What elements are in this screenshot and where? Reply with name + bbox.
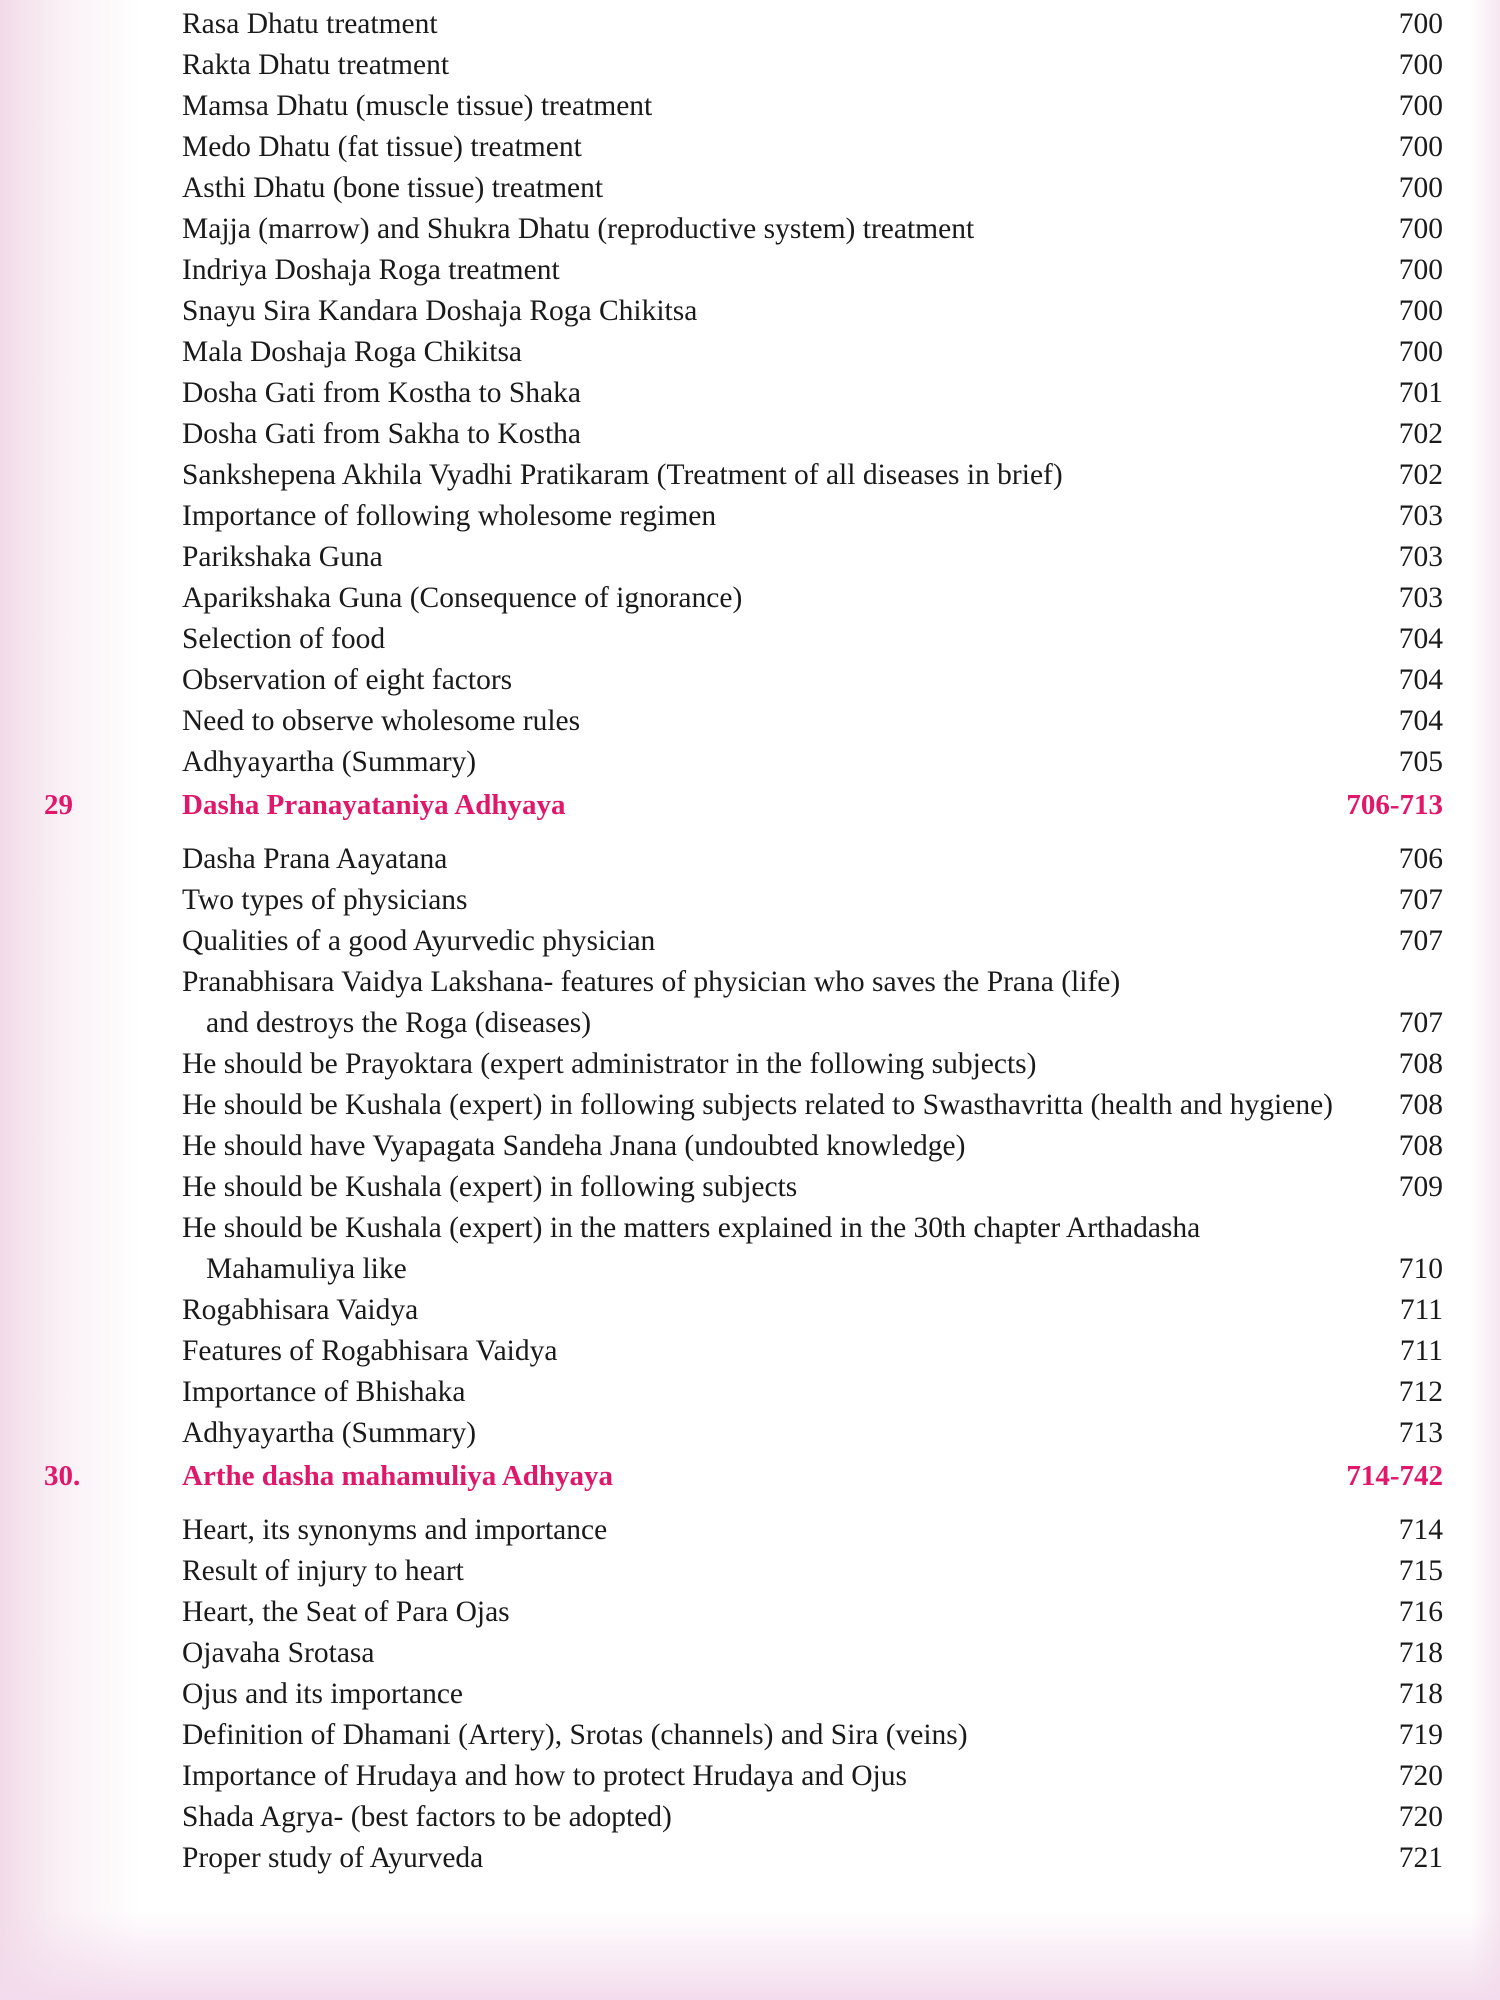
toc-entry <box>0 4 1500 45</box>
chapter-title: Dasha Pranayataniya Adhyaya <box>182 789 566 821</box>
toc-entry <box>0 1208 1500 1249</box>
toc-entry <box>0 291 1500 332</box>
toc-entry <box>0 660 1500 701</box>
entry-title: Selection of food <box>182 623 386 655</box>
entry-title: Shada Agrya- (best factors to be adopted) <box>182 1801 672 1833</box>
toc-entry <box>0 127 1500 168</box>
entry-title: He should be Kushala (expert) in following subjects <box>182 1171 798 1203</box>
entry-title: Indriya Doshaja Roga treatment <box>182 254 560 286</box>
entry-page-number: 714 <box>1398 1514 1443 1546</box>
entry-page-number: 704 <box>1398 705 1443 737</box>
entry-title: He should be Kushala (expert) in following subjects related to Swasthavritta (health and hygiene) <box>182 1089 1333 1121</box>
entry-title: Dasha Prana Aayatana <box>182 843 448 875</box>
entry-page-number: 709 <box>1398 1171 1443 1203</box>
toc-entry <box>0 701 1500 742</box>
page-bottom-shade <box>0 1910 1500 2000</box>
toc-entry <box>0 1331 1500 1372</box>
entry-title: Two types of physicians <box>182 884 468 916</box>
entry-title: Qualities of a good Ayurvedic physician <box>182 925 656 957</box>
entry-page-number: 708 <box>1398 1089 1443 1121</box>
entry-title: Heart, its synonyms and importance <box>182 1514 608 1546</box>
entry-page-number: 700 <box>1398 90 1443 122</box>
chapter-page-range: 714-742 <box>1346 1460 1443 1492</box>
entry-page-number: 718 <box>1398 1678 1443 1710</box>
toc-entry <box>0 1551 1500 1592</box>
entry-page-number: 703 <box>1398 541 1443 573</box>
entry-title: Mamsa Dhatu (muscle tissue) treatment <box>182 90 653 122</box>
entry-title: Result of injury to heart <box>182 1555 464 1587</box>
entry-page-number: 704 <box>1398 623 1443 655</box>
table-of-contents <box>0 4 1500 1879</box>
toc-entry <box>0 1592 1500 1633</box>
toc-entry <box>0 86 1500 127</box>
entry-page-number: 700 <box>1398 213 1443 245</box>
entry-page-number: 700 <box>1398 295 1443 327</box>
entry-page-number: 708 <box>1398 1130 1443 1162</box>
toc-entry <box>0 537 1500 578</box>
entry-title: Sankshepena Akhila Vyadhi Pratikaram (Treatment of all diseases in brief) <box>182 459 1063 491</box>
entry-title-continued: and destroys the Roga (diseases) <box>206 1007 592 1039</box>
entry-title: Ojavaha Srotasa <box>182 1637 375 1669</box>
entry-page-number: 705 <box>1398 746 1443 778</box>
entry-title: Mala Doshaja Roga Chikitsa <box>182 336 523 368</box>
toc-entry-continuation <box>0 1249 1500 1290</box>
entry-title: Observation of eight factors <box>182 664 513 696</box>
entry-page-number: 708 <box>1398 1048 1443 1080</box>
toc-entry <box>0 1674 1500 1715</box>
toc-entry <box>0 209 1500 250</box>
entry-page-number: 702 <box>1398 418 1443 450</box>
toc-entry <box>0 168 1500 209</box>
toc-entry <box>0 1085 1500 1126</box>
toc-entry <box>0 1167 1500 1208</box>
entry-page-number: 702 <box>1398 459 1443 491</box>
entry-title: Importance of following wholesome regimen <box>182 500 717 532</box>
entry-page-number: 700 <box>1398 8 1443 40</box>
toc-entry <box>0 742 1500 783</box>
chapter-number: 29 <box>44 789 73 821</box>
entry-title: Importance of Hrudaya and how to protect Hrudaya and Ojus <box>182 1760 907 1792</box>
entry-title: He should have Vyapagata Sandeha Jnana (undoubted knowledge) <box>182 1130 966 1162</box>
entry-title: Snayu Sira Kandara Doshaja Roga Chikitsa <box>182 295 698 327</box>
entry-page-number: 704 <box>1398 664 1443 696</box>
entry-title: Medo Dhatu (fat tissue) treatment <box>182 131 582 163</box>
entry-page-number: 700 <box>1398 172 1443 204</box>
toc-entry <box>0 880 1500 921</box>
entry-title: He should be Prayoktara (expert administrator in the following subjects) <box>182 1048 1037 1080</box>
entry-title: Dosha Gati from Sakha to Kostha <box>182 418 581 450</box>
entry-title: Majja (marrow) and Shukra Dhatu (reproductive system) treatment <box>182 213 975 245</box>
entry-title: Ojus and its importance <box>182 1678 464 1710</box>
entry-page-number: 715 <box>1398 1555 1443 1587</box>
toc-entry <box>0 414 1500 455</box>
entry-page-number: 711 <box>1399 1335 1443 1367</box>
toc-entry <box>0 578 1500 619</box>
toc-entry <box>0 1838 1500 1879</box>
entry-title: Need to observe wholesome rules <box>182 705 581 737</box>
toc-entry <box>0 250 1500 291</box>
toc-entry <box>0 839 1500 880</box>
entry-title: Definition of Dhamani (Artery), Srotas (channels) and Sira (veins) <box>182 1719 968 1751</box>
chapter-heading <box>0 1454 1500 1510</box>
entry-page-number: 700 <box>1398 254 1443 286</box>
toc-entry <box>0 1290 1500 1331</box>
entry-title: Importance of Bhishaka <box>182 1376 466 1408</box>
entry-page-number: 718 <box>1398 1637 1443 1669</box>
entry-page-number: 721 <box>1398 1842 1443 1874</box>
entry-page-number: 703 <box>1398 582 1443 614</box>
toc-entry-continuation <box>0 1003 1500 1044</box>
chapter-number: 30. <box>44 1460 81 1492</box>
entry-title: Rakta Dhatu treatment <box>182 49 450 81</box>
toc-entry <box>0 962 1500 1003</box>
toc-entry <box>0 1510 1500 1551</box>
chapter-page-range: 706-713 <box>1346 789 1443 821</box>
toc-entry <box>0 332 1500 373</box>
entry-title: Rasa Dhatu treatment <box>182 8 438 40</box>
entry-title: He should be Kushala (expert) in the matters explained in the 30th chapter Arthadasha <box>182 1212 1201 1244</box>
toc-entry <box>0 373 1500 414</box>
entry-title: Features of Rogabhisara Vaidya <box>182 1335 558 1367</box>
entry-page-number: 700 <box>1398 336 1443 368</box>
entry-title-continued: Mahamuliya like <box>206 1253 407 1285</box>
entry-title: Rogabhisara Vaidya <box>182 1294 419 1326</box>
entry-page-number: 700 <box>1398 49 1443 81</box>
entry-title: Asthi Dhatu (bone tissue) treatment <box>182 172 604 204</box>
toc-entry <box>0 619 1500 660</box>
toc-entry <box>0 921 1500 962</box>
entry-page-number: 713 <box>1398 1417 1443 1449</box>
entry-page-number: 719 <box>1398 1719 1443 1751</box>
toc-entry <box>0 455 1500 496</box>
entry-title: Parikshaka Guna <box>182 541 383 573</box>
toc-entry <box>0 1756 1500 1797</box>
chapter-heading <box>0 783 1500 839</box>
entry-page-number: 700 <box>1398 131 1443 163</box>
entry-page-number: 711 <box>1399 1294 1443 1326</box>
entry-title: Dosha Gati from Kostha to Shaka <box>182 377 581 409</box>
toc-entry <box>0 1715 1500 1756</box>
toc-entry <box>0 1126 1500 1167</box>
entry-title: Proper study of Ayurveda <box>182 1842 484 1874</box>
entry-page-number: 716 <box>1398 1596 1443 1628</box>
entry-title: Pranabhisara Vaidya Lakshana- features of physician who saves the Prana (life) <box>182 966 1121 998</box>
entry-page-number: 720 <box>1398 1801 1443 1833</box>
entry-title: Adhyayartha (Summary) <box>182 746 477 778</box>
entry-title: Aparikshaka Guna (Consequence of ignorance) <box>182 582 743 614</box>
entry-page-number: 707 <box>1398 884 1443 916</box>
toc-entry <box>0 45 1500 86</box>
entry-page-number: 707 <box>1398 925 1443 957</box>
entry-page-number: 720 <box>1398 1760 1443 1792</box>
entry-title: Heart, the Seat of Para Ojas <box>182 1596 510 1628</box>
entry-page-number: 712 <box>1398 1376 1443 1408</box>
toc-entry <box>0 1633 1500 1674</box>
toc-entry <box>0 1797 1500 1838</box>
toc-entry <box>0 1044 1500 1085</box>
entry-page-number: 707 <box>1398 1007 1443 1039</box>
toc-entry <box>0 496 1500 537</box>
entry-page-number: 701 <box>1398 377 1443 409</box>
entry-page-number: 703 <box>1398 500 1443 532</box>
toc-entry <box>0 1372 1500 1413</box>
toc-entry <box>0 1413 1500 1454</box>
entry-title: Adhyayartha (Summary) <box>182 1417 477 1449</box>
entry-page-number: 706 <box>1398 843 1443 875</box>
chapter-title: Arthe dasha mahamuliya Adhyaya <box>182 1460 614 1492</box>
entry-page-number: 710 <box>1398 1253 1443 1285</box>
